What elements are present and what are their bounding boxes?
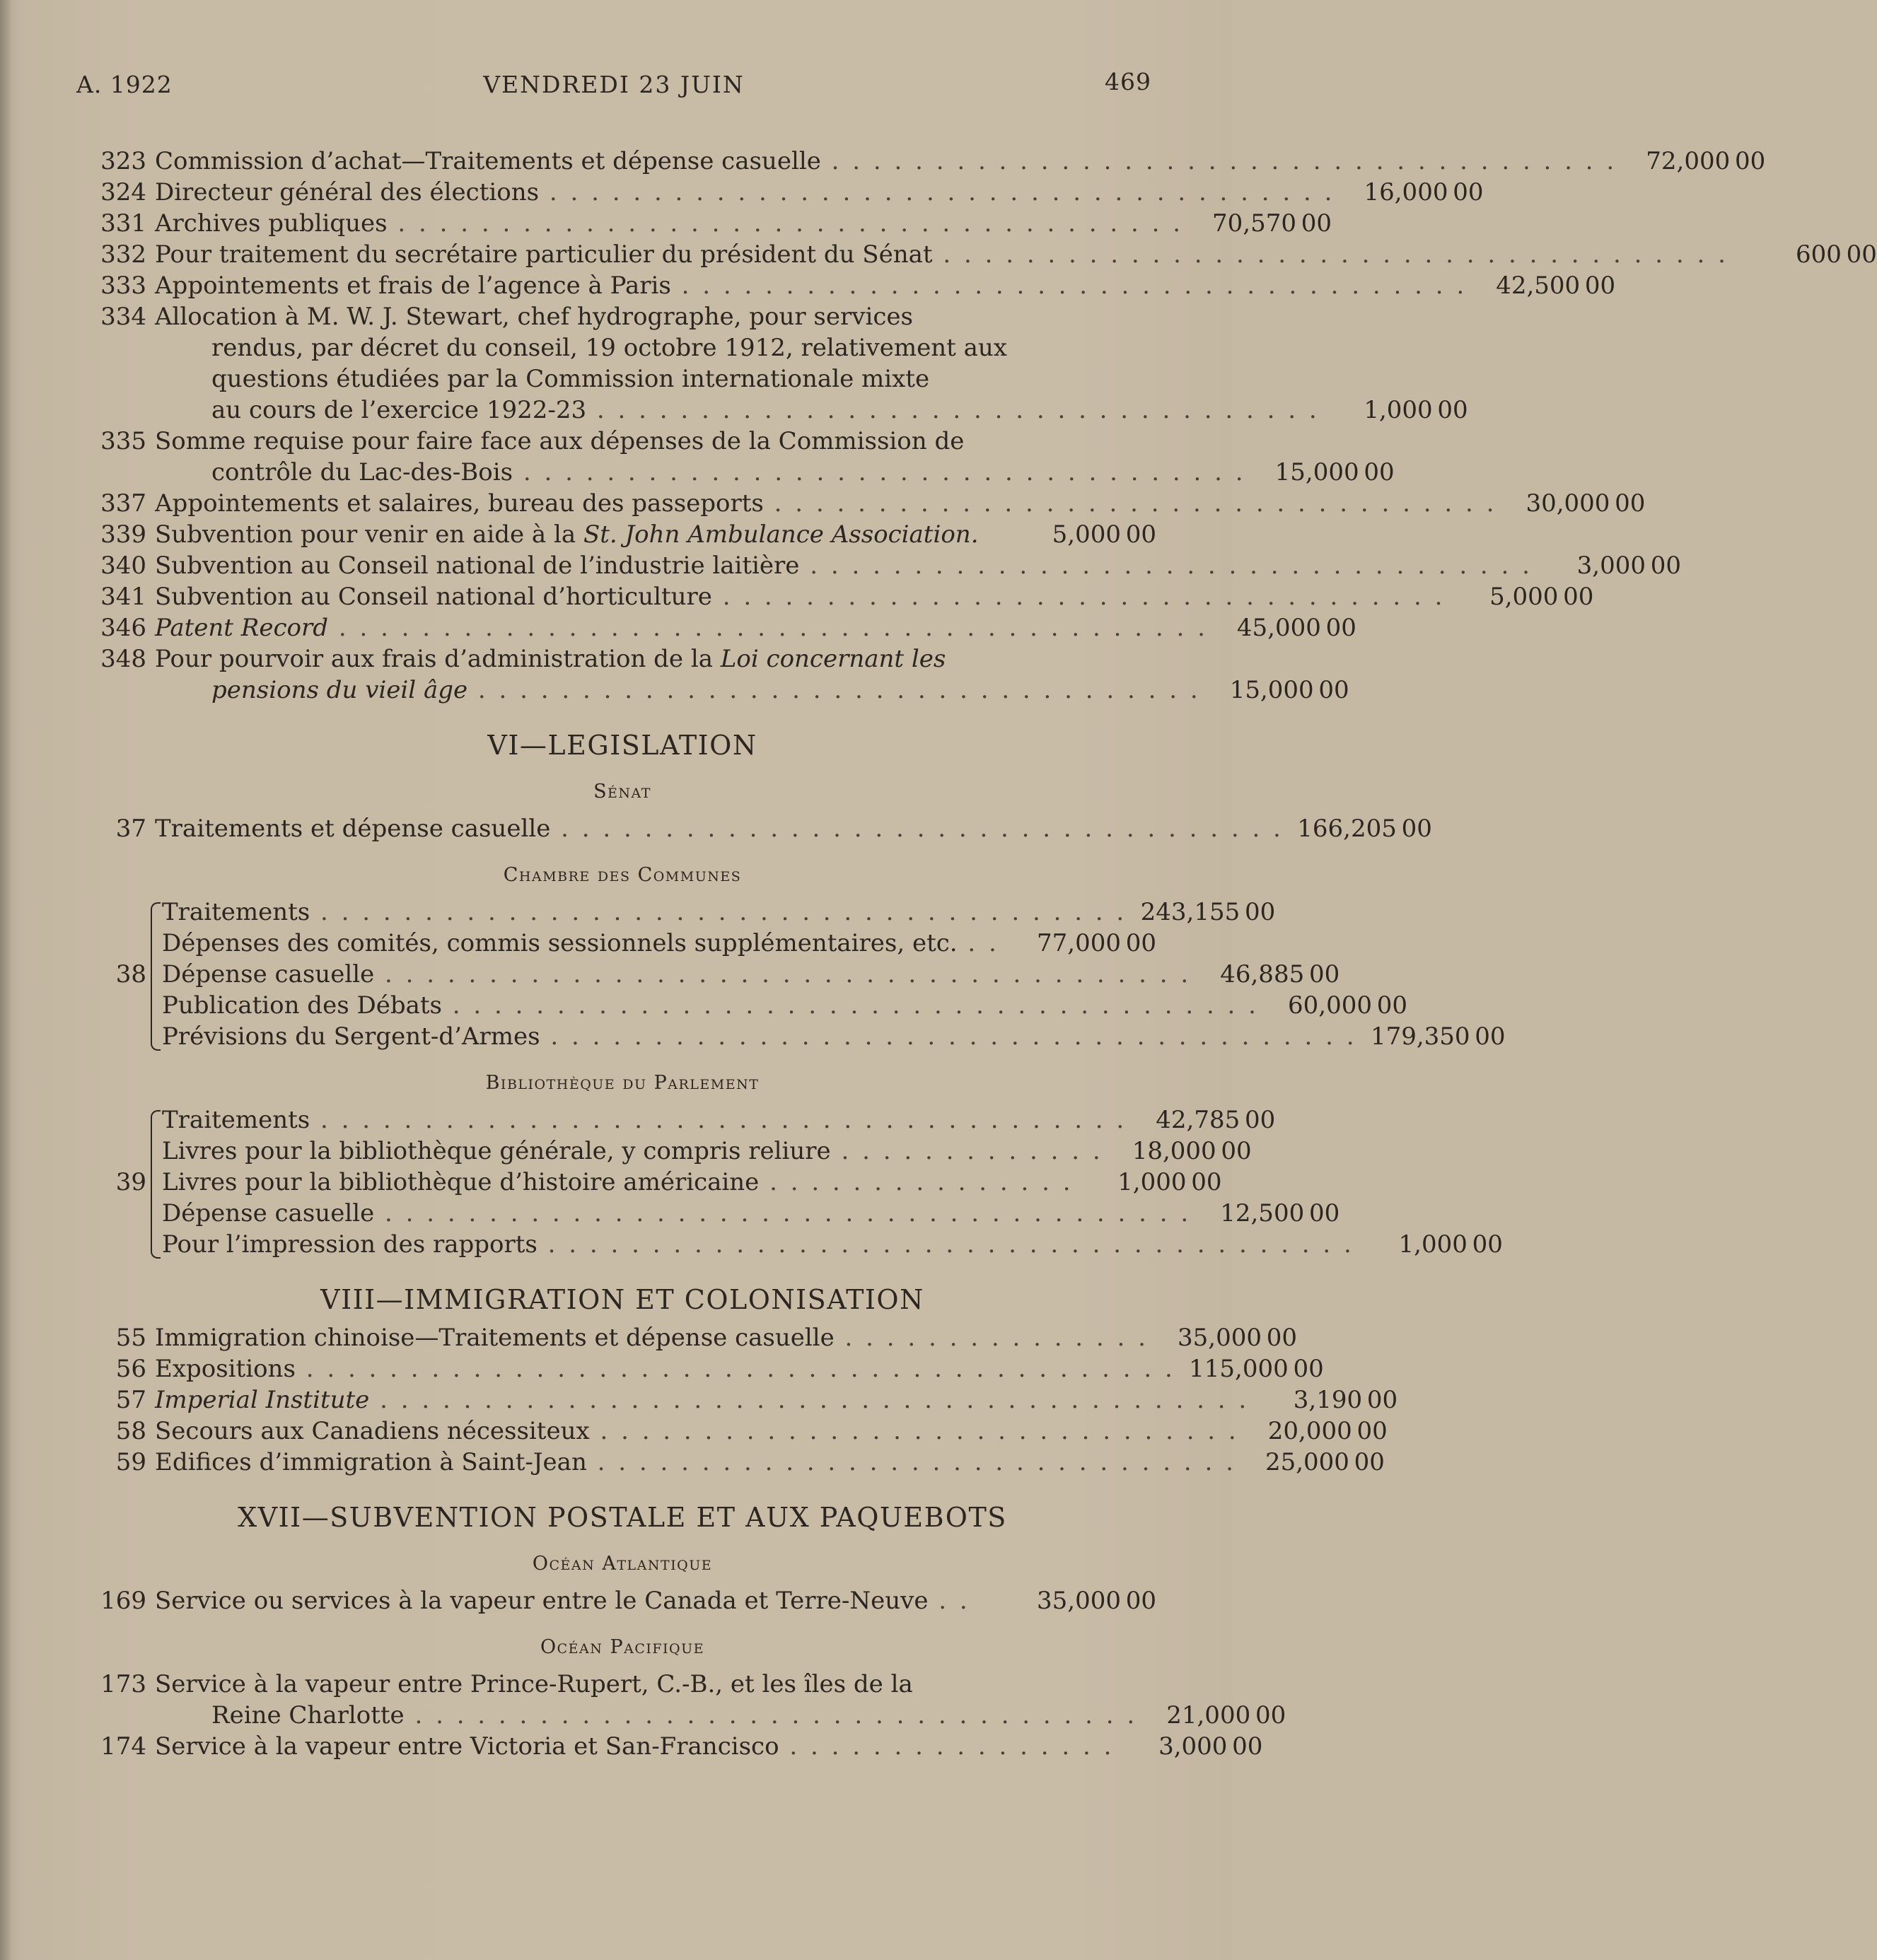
entry-amount: 15,000 00 bbox=[1229, 676, 1349, 704]
dot-leader: . . . . . . . . . . . . . . . . . . . . . . . . . . . . . . . . . . . . . . bbox=[670, 272, 1468, 300]
entry-amount: 5,000 00 bbox=[1489, 583, 1594, 611]
entry-number: 323 bbox=[100, 147, 146, 175]
entry-text: Dépenses des comités, commis sessionnels supplémentaires, etc. bbox=[162, 929, 958, 957]
entry-amount: 3,190 00 bbox=[1293, 1386, 1398, 1414]
entry-amount: 5,000 00 bbox=[1052, 520, 1156, 549]
entry-text: Immigration chinoise—Traitements et dépense casuelle bbox=[155, 1324, 835, 1352]
entry-text: au cours de l’exercice 1922-23 bbox=[211, 396, 587, 424]
entry-text: contrôle du Lac-des-Bois bbox=[211, 458, 513, 486]
entry-amount: 70,570 00 bbox=[1212, 209, 1332, 238]
entry-row bbox=[88, 550, 1681, 581]
bracket-group-38 bbox=[88, 897, 1506, 1052]
entry-row bbox=[88, 1669, 1156, 1700]
entry-number: 337 bbox=[100, 489, 146, 518]
page-spine-shadow bbox=[0, 0, 11, 1960]
entry-amount: 115,000 00 bbox=[1189, 1355, 1324, 1383]
entry-number: 341 bbox=[100, 583, 146, 611]
entry-text: Service à la vapeur entre Prince-Rupert, C.-B., et les îles de la bbox=[155, 1670, 913, 1698]
entry-number: 333 bbox=[100, 272, 146, 300]
entry-row bbox=[88, 1136, 1252, 1167]
dot-leader: . . . . . . . . . . . . . . . . . . . . . . . . . . . . . . . . . . . . . . . bbox=[374, 960, 1192, 988]
entry-amount: 60,000 00 bbox=[1288, 991, 1407, 1020]
entry-number: 59 bbox=[115, 1448, 146, 1476]
entry-text: Prévisions du Sergent-d’Armes bbox=[162, 1022, 540, 1051]
dot-leader: . . . . . . . . . . . . . . . . . . . . . . . . . . . . . . . . . . . bbox=[467, 676, 1201, 704]
entry-number: 37 bbox=[115, 815, 146, 843]
entry-text: questions étudiées par la Commission internationale mixte bbox=[211, 365, 930, 393]
dot-leader: . . . . . . . . . . . . . . . . . . . . . . . . . . . . . . . . . . . bbox=[799, 552, 1533, 580]
entry-text: Subvention au Conseil national de l’industrie laitière bbox=[155, 552, 800, 580]
entry-amount: 72,000 00 bbox=[1646, 147, 1766, 175]
entry-amount: 42,500 00 bbox=[1496, 272, 1616, 300]
subsection-title-chambre: Chambre des Communes bbox=[503, 864, 742, 886]
entry-text: Publication des Débats bbox=[162, 991, 442, 1020]
entry-row bbox=[88, 990, 1407, 1021]
entry-number: 339 bbox=[100, 520, 146, 549]
entry-row bbox=[88, 1104, 1276, 1136]
entry-number: 332 bbox=[100, 240, 146, 269]
dot-leader: . . . . . . . . . . . . . . . . . . . . . . . . . . . . . . . . . . . bbox=[586, 396, 1320, 424]
entry-amount: 21,000 00 bbox=[1166, 1701, 1286, 1729]
entry-text: Expositions bbox=[155, 1355, 296, 1383]
entry-text-italic: Patent Record bbox=[155, 614, 329, 642]
entry-row bbox=[88, 1167, 1222, 1198]
entry-row bbox=[88, 1322, 1297, 1353]
entry-text: Livres pour la bibliothèque générale, y compris reliure bbox=[162, 1137, 831, 1165]
entry-row bbox=[88, 1416, 1388, 1447]
entry-text: Dépense casuelle bbox=[162, 960, 375, 988]
entry-row bbox=[88, 270, 1616, 301]
entry-continuation bbox=[88, 457, 1395, 488]
entry-row bbox=[88, 426, 1156, 457]
entry-text: Service ou services à la vapeur entre le Canada et Terre-Neuve bbox=[155, 1587, 929, 1615]
entry-number: 346 bbox=[100, 614, 146, 642]
dot-leader: . . . . . . . . . . . . . . . . . . . . . . . . . . . . . . . . . . . . . . . bbox=[441, 991, 1259, 1020]
entry-row bbox=[88, 643, 1156, 675]
entry-number: 348 bbox=[100, 645, 146, 673]
entry-text: Subvention pour venir en aide à la bbox=[155, 520, 583, 549]
entry-row bbox=[88, 519, 1156, 550]
estimates-list bbox=[88, 146, 1877, 1762]
dot-leader: . . . . . . . . . . . . . . . . . . . . . . . . . . . . . . . . . . . . . . . bbox=[310, 1106, 1127, 1134]
entry-row bbox=[88, 581, 1594, 612]
entry-number: 57 bbox=[115, 1386, 146, 1414]
entry-text-italic: St. John Ambulance Association. bbox=[583, 520, 979, 549]
entry-amount: 20,000 00 bbox=[1267, 1417, 1388, 1445]
entry-number: 169 bbox=[100, 1587, 146, 1615]
dot-leader: . . . . . . . . . . . . . . . . . . . . . . . . . . . . . . . bbox=[589, 1417, 1239, 1445]
dot-leader: . . . . . . . . . . . . . . . . . . . . . . . . . . . . . . . . . . . . . . . bbox=[310, 898, 1127, 926]
entry-row bbox=[88, 1585, 1156, 1616]
entry-text-italic: pensions du vieil âge bbox=[211, 676, 468, 704]
entry-amount: 243,155 00 bbox=[1140, 898, 1276, 926]
entry-text: Archives publiques bbox=[155, 209, 388, 238]
entry-amount: 25,000 00 bbox=[1265, 1448, 1385, 1476]
entry-text: Appointements et frais de l’agence à Paris bbox=[155, 272, 671, 300]
dot-leader: . . . . . . . . . . . . . . . bbox=[834, 1324, 1149, 1352]
dot-leader: . . . . . . . . . . . . . . . . . . . . . . . . . . . . . . . . . . . . . . bbox=[932, 240, 1728, 269]
entry-text: Traitements bbox=[162, 1106, 310, 1134]
entry-amount: 3,000 00 bbox=[1576, 552, 1681, 580]
entry-row bbox=[88, 301, 1156, 332]
entry-row bbox=[88, 959, 1340, 990]
entry-text: rendus, par décret du conseil, 19 octobre 1912, relativement aux bbox=[211, 334, 1007, 362]
header-date: VENDREDI 23 JUIN bbox=[483, 71, 745, 98]
page-number: 469 bbox=[1105, 68, 1151, 95]
entry-amount: 45,000 00 bbox=[1236, 614, 1356, 642]
dot-leader: . . bbox=[928, 1587, 970, 1615]
entry-amount: 166,205 00 bbox=[1297, 815, 1432, 843]
dot-leader: . . . . . . . . . . . . . . . . bbox=[779, 1732, 1115, 1761]
entry-row bbox=[88, 813, 1432, 844]
entry-text: Reine Charlotte bbox=[211, 1701, 405, 1729]
dot-leader: . . . . . . . . . . . . . . . . . . . . . . . . . . . . . . . . . . . . . . bbox=[387, 209, 1184, 238]
dot-leader: . . . . . . . . . . . . . . . . . . . . . . . . . . . . . . . . . . . . . . bbox=[539, 178, 1335, 206]
entry-row bbox=[88, 1198, 1340, 1229]
entry-amount: 1,000 00 bbox=[1117, 1168, 1222, 1196]
entry-text: Traitements bbox=[162, 898, 310, 926]
entry-amount: 16,000 00 bbox=[1364, 178, 1484, 206]
entry-number: 55 bbox=[115, 1324, 146, 1352]
entry-amount: 35,000 00 bbox=[1178, 1324, 1297, 1352]
entry-amount: 18,000 00 bbox=[1132, 1137, 1252, 1165]
dot-leader: . . . . . . . . . . . . . . . . . . . . . . . . . . . . . . . . . . . . . . . bbox=[537, 1230, 1354, 1259]
dot-leader: . . . . . . . . . . . . . . . . . . . . . . . . . . . . . . . . . . . bbox=[513, 458, 1246, 486]
entry-row bbox=[88, 1353, 1324, 1384]
section-title-immigration: VIII—IMMIGRATION ET COLONISATION bbox=[320, 1284, 924, 1315]
subsection-title-senat: Sénat bbox=[593, 781, 651, 803]
entry-text: Traitements et dépense casuelle bbox=[155, 815, 551, 843]
entry-text: Edifices d’immigration à Saint-Jean bbox=[155, 1448, 587, 1476]
entry-row bbox=[88, 177, 1484, 208]
dot-leader: . . . . . . . . . . . . . . . . . . . . . . . . . . . . . . . . . . . . . . . . . . bbox=[369, 1386, 1250, 1414]
header-session: A. 1922 bbox=[76, 71, 173, 98]
entry-row bbox=[88, 1384, 1398, 1416]
entry-number: 174 bbox=[100, 1732, 146, 1761]
entry-row bbox=[88, 612, 1356, 643]
entry-text: Service à la vapeur entre Victoria et San-Francisco bbox=[155, 1732, 779, 1761]
entry-number: 335 bbox=[100, 427, 146, 455]
entry-text-italic: Loi concernant les bbox=[720, 645, 946, 673]
entry-row bbox=[88, 1731, 1263, 1762]
section-title-subvention-postale: XVII—SUBVENTION POSTALE ET AUX PAQUEBOTS bbox=[238, 1502, 1007, 1533]
dot-leader: . . . . . . . . . . . . . . . . . . . . . . . . . . . . . . . . . . . . . . . bbox=[374, 1199, 1192, 1227]
entry-row bbox=[88, 208, 1332, 239]
subsection-title-bibliotheque: Bibliothèque du Parlement bbox=[485, 1072, 760, 1094]
entry-number: 340 bbox=[100, 552, 146, 580]
entry-amount: 3,000 00 bbox=[1158, 1732, 1263, 1761]
dot-leader: . . . . . . . . . . . . . . . . . . . . . . . . . . . . . . . bbox=[586, 1448, 1236, 1476]
entry-row bbox=[88, 1447, 1385, 1478]
entry-row bbox=[88, 488, 1646, 519]
entry-amount: 1,000 00 bbox=[1364, 396, 1468, 424]
entry-text: Allocation à M. W. J. Stewart, chef hydrographe, pour services bbox=[155, 303, 913, 331]
dot-leader: . . . . . . . . . . . . . . . . . . . . . . . . . . . . . . . . . . . bbox=[550, 815, 1284, 843]
entry-number: 331 bbox=[100, 209, 146, 238]
group-number: 39 bbox=[115, 1168, 146, 1196]
page-header bbox=[76, 68, 1151, 113]
entry-amount: 30,000 00 bbox=[1526, 489, 1646, 518]
dot-leader: . . . . . . . . . . . . . . . bbox=[759, 1168, 1074, 1196]
entry-text: Somme requise pour faire face aux dépenses de la Commission de bbox=[155, 427, 965, 455]
dot-leader: . . . . . . . . . . . . . . . . . . . . . . . . . . . . . . . . . . . bbox=[763, 489, 1497, 518]
entry-row bbox=[88, 897, 1276, 928]
section-title-legislation: VI—LEGISLATION bbox=[487, 730, 757, 761]
subsection-title-atlantique: Océan Atlantique bbox=[532, 1553, 713, 1575]
dot-leader: . . . . . . . . . . . . . . . . . . . . . . . . . . . . . . . . . . . bbox=[711, 583, 1446, 611]
entry-row bbox=[88, 928, 1156, 959]
entry-row bbox=[88, 1229, 1503, 1260]
entry-text: Commission d’achat—Traitements et dépense casuelle bbox=[155, 147, 821, 175]
subsection-title-pacifique: Océan Pacifique bbox=[540, 1636, 705, 1658]
entry-row bbox=[88, 1021, 1506, 1052]
bracket-group-39 bbox=[88, 1104, 1503, 1260]
entry-continuation bbox=[88, 1700, 1286, 1731]
entry-amount: 15,000 00 bbox=[1274, 458, 1395, 486]
entry-text: Pour pourvoir aux frais d’administration de la bbox=[155, 645, 721, 673]
entry-amount: 12,500 00 bbox=[1220, 1199, 1340, 1227]
dot-leader: . . . . . . . . . . . . . bbox=[830, 1137, 1103, 1165]
entry-amount: 42,785 00 bbox=[1156, 1106, 1276, 1134]
entry-text: Pour traitement du secrétaire particulier du président du Sénat bbox=[155, 240, 933, 269]
entry-text: Appointements et salaires, bureau des passeports bbox=[155, 489, 764, 518]
entry-number: 334 bbox=[100, 303, 146, 331]
entry-number: 173 bbox=[100, 1670, 146, 1698]
group-number: 38 bbox=[115, 960, 146, 988]
dot-leader: . . . . . . . . . . . . . . . . . . . . . . . . . . . . . . . . . . . . . . . . . . bbox=[328, 614, 1208, 642]
entry-text: Directeur général des élections bbox=[155, 178, 540, 206]
entry-amount: 1,000 00 bbox=[1398, 1230, 1503, 1259]
entry-row bbox=[88, 146, 1766, 177]
entry-number: 324 bbox=[100, 178, 146, 206]
entry-amount: 179,350 00 bbox=[1370, 1022, 1506, 1051]
entry-text-italic: Imperial Institute bbox=[155, 1386, 370, 1414]
entry-number: 58 bbox=[115, 1417, 146, 1445]
entry-text: Pour l’impression des rapports bbox=[162, 1230, 537, 1259]
entry-continuation bbox=[88, 675, 1349, 706]
dot-leader: . . . . . . . . . . . . . . . . . . . . . . . . . . . . . . . . . . . . . . bbox=[820, 147, 1617, 175]
dot-leader: . . bbox=[957, 929, 999, 957]
entry-continuation bbox=[88, 363, 1156, 395]
dot-leader: . . . . . . . . . . . . . . . . . . . . . . . . . . . . . . . . . . . . . . . . . . bbox=[295, 1355, 1175, 1383]
entry-amount: 46,885 00 bbox=[1220, 960, 1340, 988]
entry-amount: 600 00 bbox=[1796, 240, 1877, 269]
dot-leader: . . . . . . . . . . . . . . . . . . . . . . . . . . . . . . . . . . . bbox=[404, 1701, 1138, 1729]
entry-text: Livres pour la bibliothèque d’histoire américaine bbox=[162, 1168, 760, 1196]
entry-continuation bbox=[88, 332, 1156, 363]
entry-number: 56 bbox=[115, 1355, 146, 1383]
dot-leader: . . . . . . . . . . . . . . . . . . . . . . . . . . . . . . . . . . . . . . . bbox=[540, 1022, 1357, 1051]
entry-amount: 35,000 00 bbox=[1037, 1587, 1156, 1615]
entry-text: Secours aux Canadiens nécessiteux bbox=[155, 1417, 590, 1445]
entry-text: Subvention au Conseil national d’horticulture bbox=[155, 583, 712, 611]
entry-amount: 77,000 00 bbox=[1037, 929, 1156, 957]
entry-text: Dépense casuelle bbox=[162, 1199, 375, 1227]
entry-continuation bbox=[88, 395, 1468, 426]
entry-row bbox=[88, 239, 1877, 270]
